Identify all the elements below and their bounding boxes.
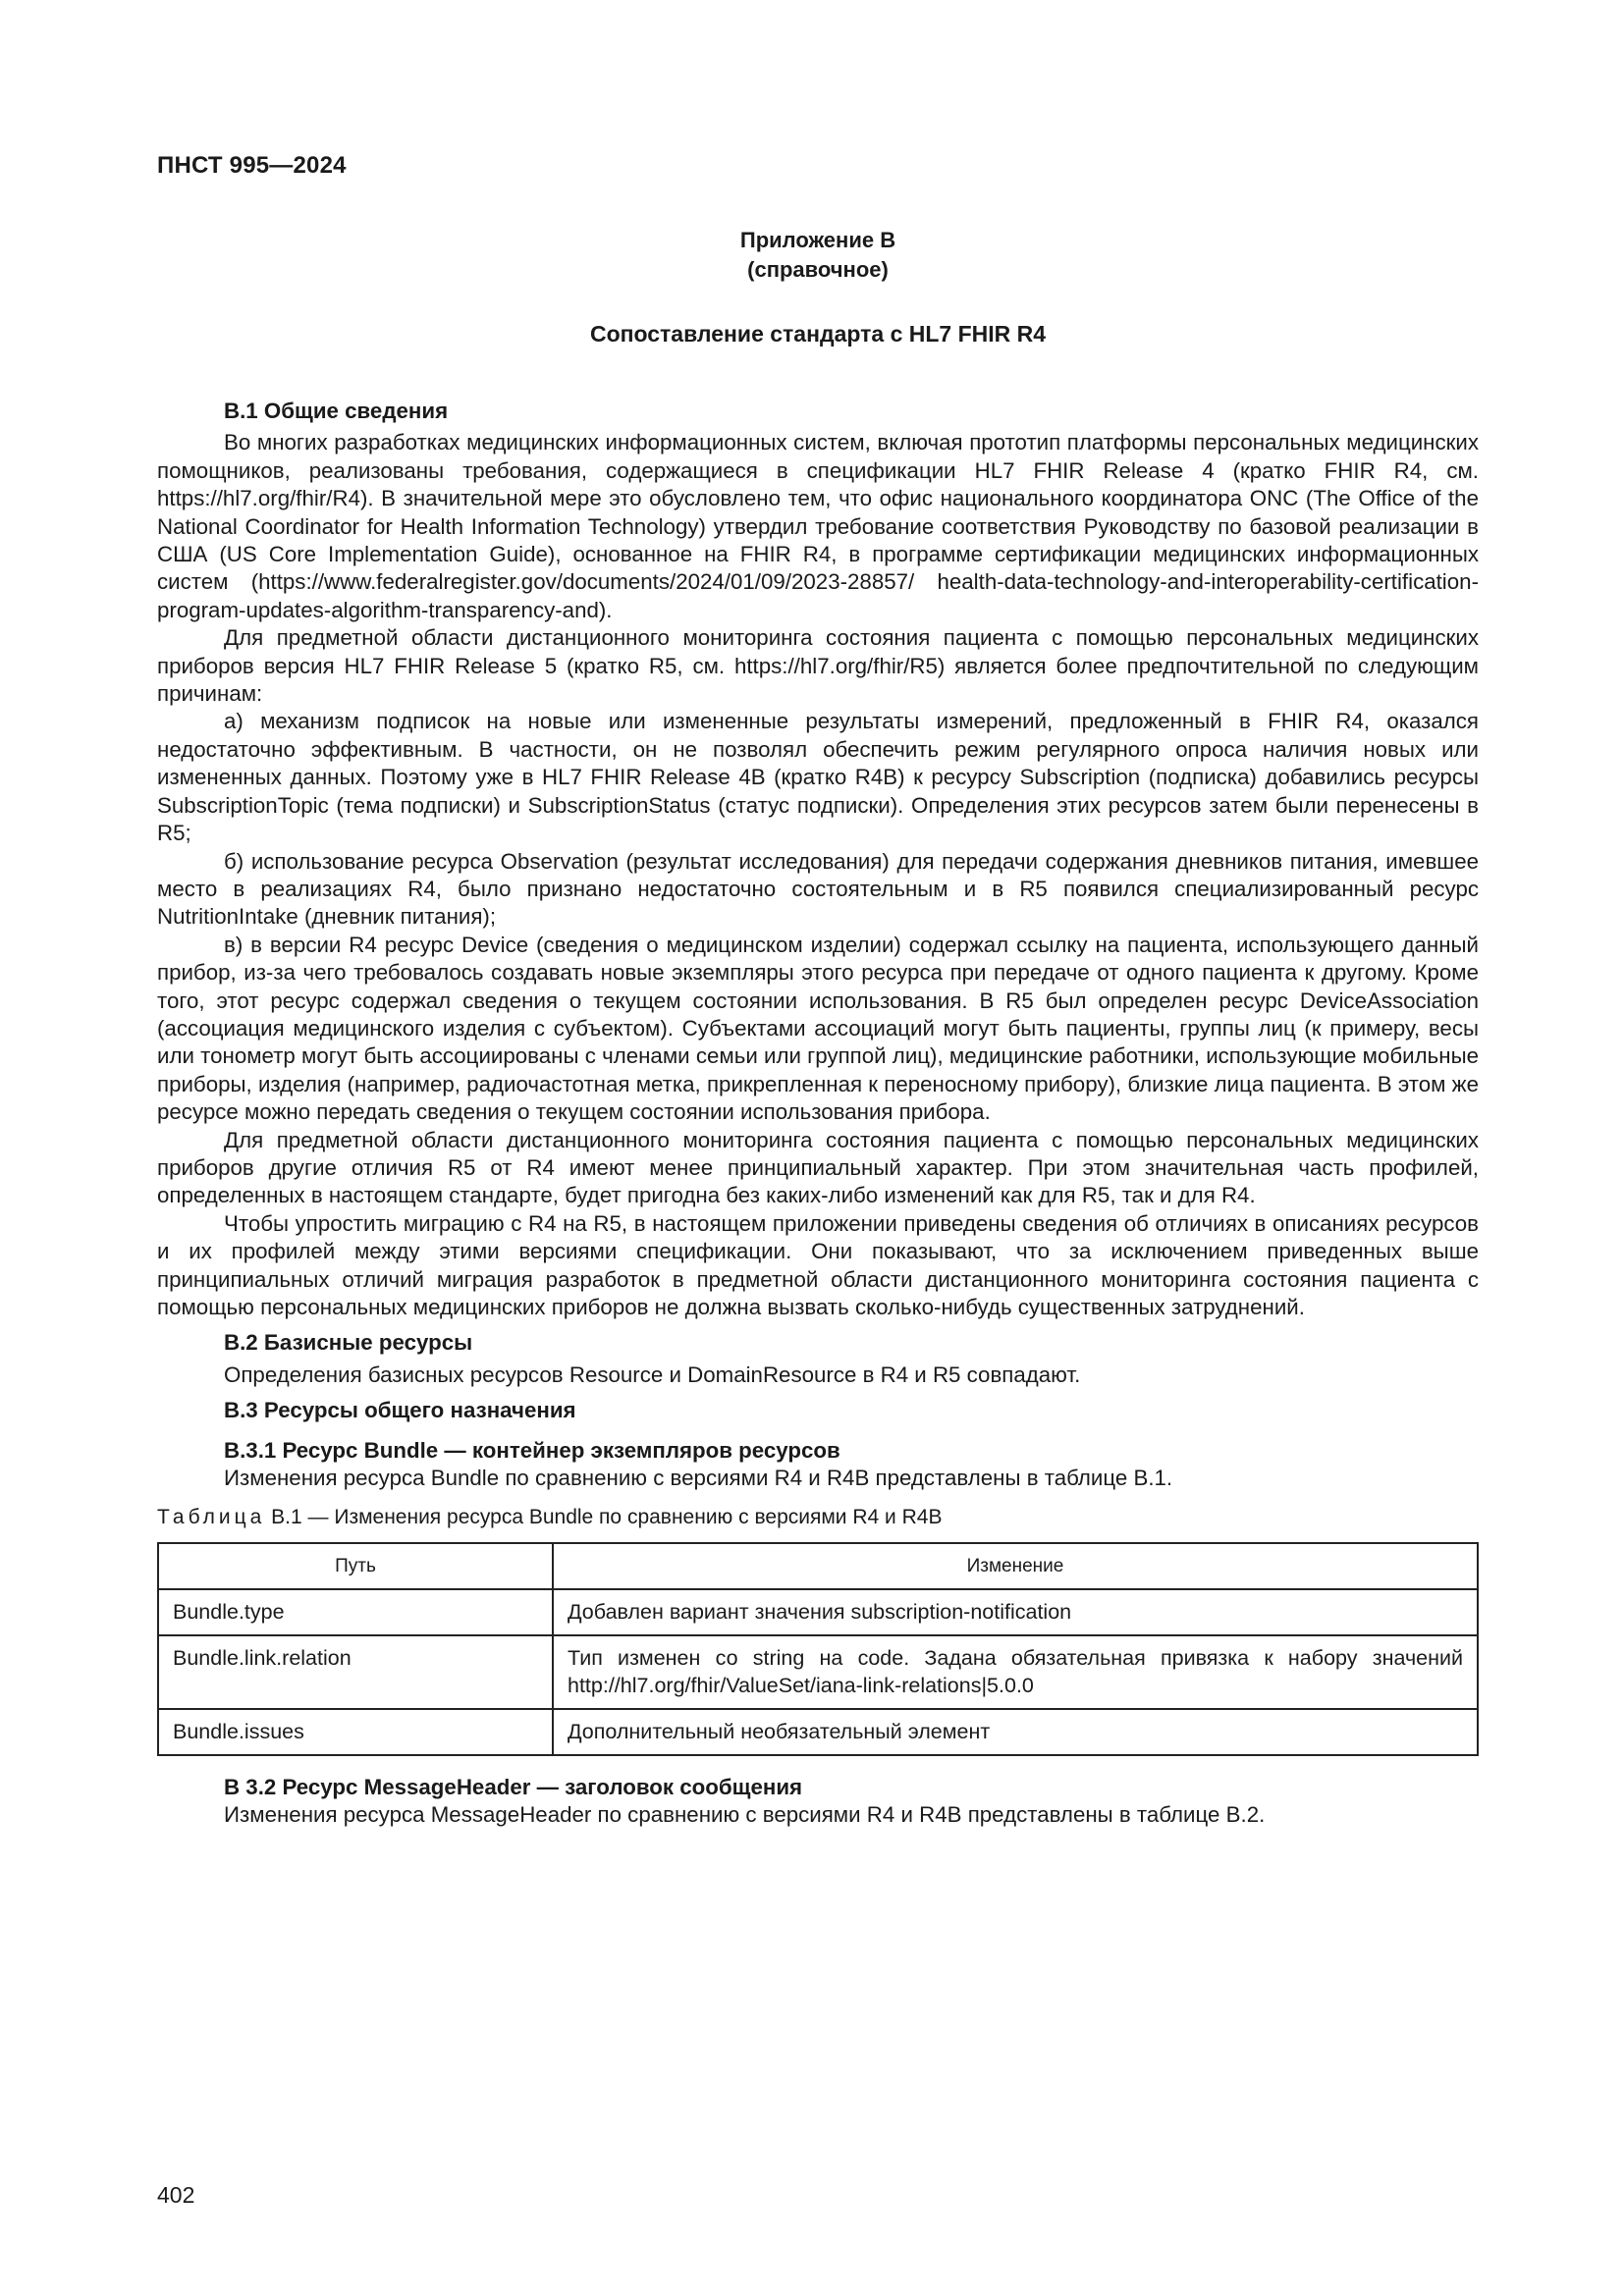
- table-cell-change: Дополнительный необязательный элемент: [553, 1709, 1478, 1755]
- section-heading-b3: В.3 Ресурсы общего назначения: [224, 1398, 576, 1423]
- table-cell-change: Тип изменен со string на code. Задана обязательная привязка к набору значений http://hl7.org/fhir/ValueSet/iana-link-relations|5.0.0: [553, 1635, 1478, 1709]
- section-heading-b1: В.1 Общие сведения: [224, 399, 449, 423]
- appendix-heading: [157, 226, 1479, 285]
- section-heading-b2: В.2 Базисные ресурсы: [224, 1330, 473, 1356]
- document-body: [157, 398, 1479, 1830]
- paragraph: Во многих разработках медицинских информационных систем, включая прототип платформы персональных медицинских помощников, реализованы требования, содержащиеся в спецификации HL7 FHIR Release 4 (кратко FHIR R4, см. https://hl7.org/fhir/R4). В значительной мере это обусловлено тем, что офис национального координатора ONC (The Office of the National Coordinator for Health Information Technology) утвердил требование соответствия Руководству по базовой реализации в США (US Core Implementation Guide), основанное на FHIR R4, в программе сертификации медицинских информационных систем (https://www.federalregister.gov/documents/2024/01/09/2023-28857/ health-data-technology-and-interoperability-certification-program-updates-algorithm-transparency-and).: [157, 430, 1479, 622]
- list-item-b: б) использование ресурса Observation (результат исследования) для передачи содержания дневников питания, имевшее место в реализациях R4, было признано недостаточно состоятельным и в R5 появился специализированный ресурс NutritionIntake (дневник питания);: [157, 848, 1479, 930]
- table-caption-label: Таблица: [157, 1506, 266, 1529]
- paragraph: Для предметной области дистанционного мониторинга состояния пациента с помощью персональных медицинских приборов версия HL7 FHIR Release 5 (кратко R5, см. https://hl7.org/fhir/R5) является более предпочтительной по следующим причинам:: [157, 625, 1479, 707]
- list-item-c: в) в версии R4 ресурс Device (сведения о медицинском изделии) содержал ссылку на пациента, использующего данный прибор, из-за чего требовалось создавать новые экземпляры этого ресурса при передаче от одного пациента к другому. Кроме того, этот ресурс содержал сведения о текущем состоянии использования. В R5 был определен ресурс DeviceAssociation (ассоциация медицинского изделия с субъектом). Субъектами ассоциаций могут быть пациенты, группы лиц (к примеру, весы или тонометр могут быть ассоциированы с членами семьи или группой лиц), медицинские работники, использующие мобильные приборы, изделия (например, радиочастотная метка, прикрепленная к переносному прибору), близкие лица пациента. В этом же ресурсе можно передать сведения о текущем состоянии использования прибора.: [157, 932, 1479, 1125]
- paragraph: Для предметной области дистанционного мониторинга состояния пациента с помощью персональных медицинских приборов другие отличия R5 от R4 имеют менее принципиальный характер. При этом значительная часть профилей, определенных в настоящем стандарте, будет пригодна без каких-либо изменений как для R5, так и для R4.: [157, 1127, 1479, 1208]
- changes-table: [157, 1542, 1479, 1756]
- table-row: [158, 1709, 1478, 1755]
- appendix-type: (справочное): [747, 257, 889, 282]
- appendix-title: Приложение В: [739, 228, 896, 252]
- column-header-change: Изменение: [553, 1543, 1478, 1589]
- subsection-heading-b31: В.3.1 Ресурс Bundle — контейнер экземпляров ресурсов: [224, 1437, 840, 1463]
- paragraph: Чтобы упростить миграцию с R4 на R5, в настоящем приложении приведены сведения об отличиях в описаниях ресурсов и их профилей между этими версиями спецификации. Они показывают, что за исключением приведенных выше принципиальных отличий миграция разработок в предметной области дистанционного мониторинга состояния пациента с помощью персональных медицинских приборов не должна вызвать сколько-нибудь существенных затруднений.: [157, 1210, 1479, 1319]
- paragraph: Изменения ресурса MessageHeader по сравнению с версиями R4 и R4B представлены в таблице В.2.: [224, 1802, 1266, 1828]
- column-header-path: Путь: [158, 1543, 553, 1589]
- standard-designation: ПНСТ 995—2024: [157, 152, 347, 179]
- table-cell-path: Bundle.type: [158, 1589, 553, 1635]
- subsection-heading-b32: В 3.2 Ресурс MessageHeader — заголовок сообщения: [224, 1774, 803, 1799]
- table-header-row: [158, 1543, 1478, 1589]
- table-row: [158, 1589, 1478, 1635]
- table-cell-path: Bundle.issues: [158, 1709, 553, 1755]
- table-cell-change: Добавлен вариант значения subscription-notification: [553, 1589, 1478, 1635]
- page-number: 402: [157, 2182, 195, 2208]
- table-row: [158, 1635, 1478, 1709]
- table-caption: [157, 1504, 1479, 1531]
- document-title: Сопоставление стандарта с HL7 FHIR R4: [589, 321, 1047, 347]
- paragraph: Определения базисных ресурсов Resource и DomainResource в R4 и R5 совпадают.: [224, 1362, 1081, 1387]
- list-item-a: а) механизм подписок на новые или измененные результаты измерений, предложенный в FHIR R4, оказался недостаточно эффективным. В частности, он не позволял обеспечить режим регулярного опроса наличия новых или измененных данных. Поэтому уже в HL7 FHIR Release 4B (кратко R4B) к ресурсу Subscription (подписка) добавились ресурсы SubscriptionTopic (тема подписки) и SubscriptionStatus (статус подписки). Определения этих ресурсов затем были перенесены в R5;: [157, 709, 1479, 846]
- table-caption-text: В.1 — Изменения ресурса Bundle по сравнению с версиями R4 и R4B: [265, 1506, 943, 1529]
- table-cell-path: Bundle.link.relation: [158, 1635, 553, 1709]
- paragraph: Изменения ресурса Bundle по сравнению с версиями R4 и R4B представлены в таблице В.1.: [224, 1466, 1173, 1491]
